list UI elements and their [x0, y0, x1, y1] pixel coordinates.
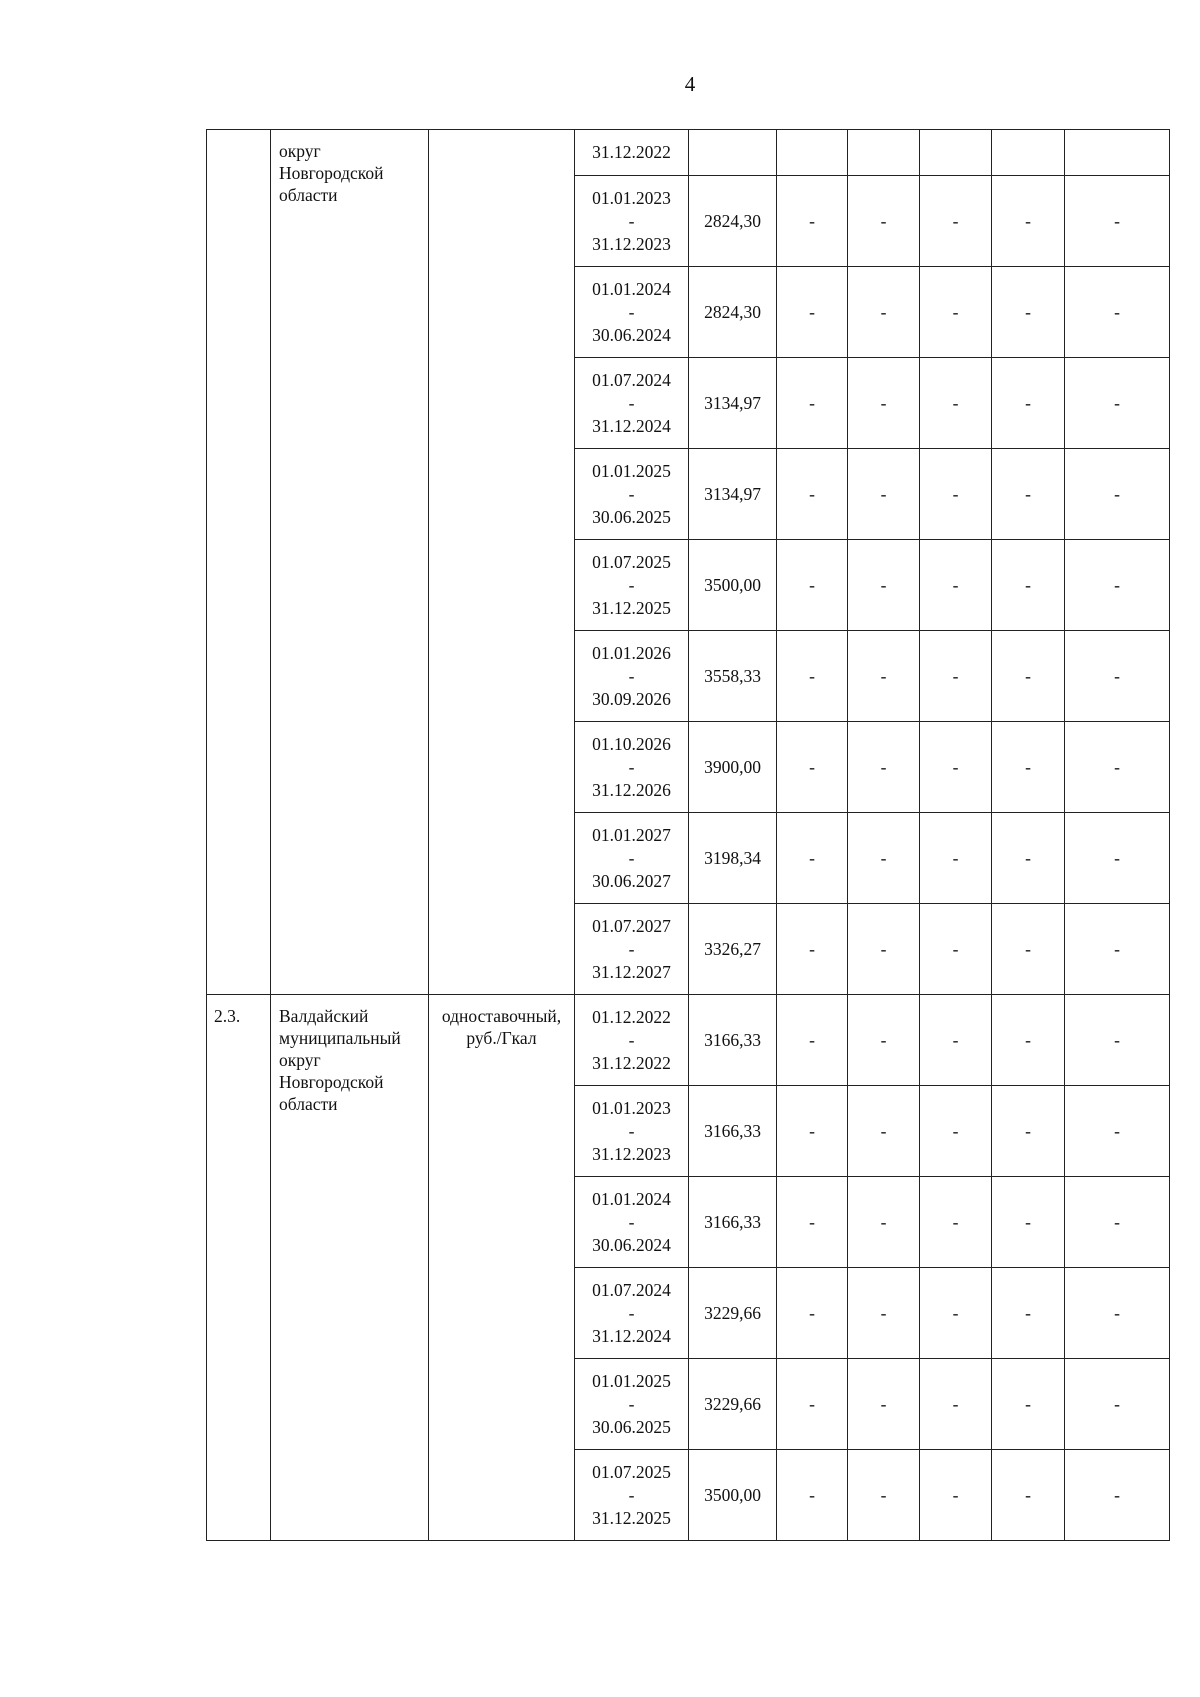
period-separator: - [628, 301, 635, 322]
tariff-value: 3900,00 [689, 722, 777, 813]
tariff-value: 3229,66 [689, 1268, 777, 1359]
empty-value-cell: - [992, 1177, 1065, 1268]
empty-value-cell: - [1065, 1086, 1170, 1177]
empty-value-cell: - [777, 722, 848, 813]
period-cell [575, 358, 689, 449]
empty-value-cell: - [920, 267, 992, 358]
period-cell [575, 904, 689, 995]
empty-value-cell [1065, 130, 1170, 176]
period-start: 01.01.2027 [592, 824, 671, 845]
empty-value-cell: - [992, 631, 1065, 722]
period-separator: - [628, 1120, 635, 1141]
period-cell [575, 130, 689, 176]
period-cell [575, 995, 689, 1086]
period-separator: - [628, 1302, 635, 1323]
table-row [207, 995, 1170, 1086]
period-start: 01.01.2023 [592, 1097, 671, 1118]
period-separator: - [628, 938, 635, 959]
period-cell [575, 176, 689, 267]
empty-value-cell: - [920, 995, 992, 1086]
empty-value-cell: - [920, 540, 992, 631]
table-body [207, 130, 1170, 1541]
period-cell [575, 540, 689, 631]
period-end: 30.06.2027 [592, 870, 671, 891]
empty-value-cell: - [777, 176, 848, 267]
empty-value-cell: - [777, 540, 848, 631]
empty-value-cell: - [920, 358, 992, 449]
period-end: 31.12.2027 [592, 961, 671, 982]
tariff-value: 3166,33 [689, 995, 777, 1086]
tariff-value: 3134,97 [689, 449, 777, 540]
period-cell [575, 1177, 689, 1268]
period-end: 31.12.2024 [592, 415, 671, 436]
empty-value-cell: - [920, 449, 992, 540]
period-end: 30.06.2024 [592, 1234, 671, 1255]
tariff-value: 3229,66 [689, 1359, 777, 1450]
period-cell [575, 1268, 689, 1359]
period-cell [575, 813, 689, 904]
empty-value-cell: - [848, 631, 920, 722]
empty-value-cell: - [777, 1086, 848, 1177]
empty-value-cell: - [777, 358, 848, 449]
period-cell [575, 722, 689, 813]
period-cell [575, 267, 689, 358]
empty-value-cell: - [848, 358, 920, 449]
empty-value-cell: - [1065, 449, 1170, 540]
empty-value-cell: - [992, 1359, 1065, 1450]
period-start: 01.01.2025 [592, 1370, 671, 1391]
tariff-value: 3500,00 [689, 540, 777, 631]
page-number: 4 [684, 72, 696, 96]
empty-value-cell: - [1065, 904, 1170, 995]
empty-value-cell: - [992, 267, 1065, 358]
empty-value-cell: - [920, 1359, 992, 1450]
empty-value-cell: - [920, 1450, 992, 1541]
empty-value-cell: - [848, 540, 920, 631]
period-separator: - [628, 847, 635, 868]
period-start: 01.07.2025 [592, 1461, 671, 1482]
tariff-value [689, 130, 777, 176]
empty-value-cell: - [1065, 358, 1170, 449]
empty-value-cell: - [920, 1177, 992, 1268]
period-end: 30.09.2026 [592, 688, 671, 709]
period-end: 31.12.2024 [592, 1325, 671, 1346]
period-cell [575, 449, 689, 540]
period-separator: - [628, 392, 635, 413]
period-end: 31.12.2025 [592, 1507, 671, 1528]
empty-value-cell: - [992, 1086, 1065, 1177]
period-end: 31.12.2023 [592, 1143, 671, 1164]
empty-value-cell: - [848, 904, 920, 995]
period-end: 31.12.2025 [592, 597, 671, 618]
empty-value-cell: - [1065, 722, 1170, 813]
empty-value-cell: - [992, 358, 1065, 449]
period-separator: - [628, 1393, 635, 1414]
empty-value-cell: - [848, 813, 920, 904]
municipality-name: Валдайский муниципальный округ Новгородской области [271, 995, 429, 1541]
period-cell [575, 1359, 689, 1450]
empty-value-cell: - [1065, 176, 1170, 267]
empty-value-cell: - [1065, 267, 1170, 358]
period-cell [575, 631, 689, 722]
empty-value-cell: - [920, 1086, 992, 1177]
empty-value-cell: - [777, 631, 848, 722]
empty-value-cell [848, 130, 920, 176]
empty-value-cell: - [848, 1177, 920, 1268]
tariff-value: 2824,30 [689, 176, 777, 267]
empty-value-cell: - [920, 1268, 992, 1359]
period-start: 01.01.2025 [592, 460, 671, 481]
table-row [207, 130, 1170, 176]
empty-value-cell: - [1065, 1450, 1170, 1541]
tariff-value: 3326,27 [689, 904, 777, 995]
empty-value-cell: - [777, 1177, 848, 1268]
period-end: 30.06.2025 [592, 506, 671, 527]
period-end: 30.06.2024 [592, 324, 671, 345]
empty-value-cell: - [920, 722, 992, 813]
tariff-value: 3134,97 [689, 358, 777, 449]
empty-value-cell: - [992, 722, 1065, 813]
empty-value-cell: - [777, 995, 848, 1086]
period-start: 01.01.2024 [592, 1188, 671, 1209]
period-separator: - [628, 574, 635, 595]
period-start: 01.10.2026 [592, 733, 671, 754]
period-start: 01.01.2023 [592, 187, 671, 208]
empty-value-cell: - [992, 995, 1065, 1086]
empty-value-cell: - [920, 813, 992, 904]
empty-value-cell: - [848, 995, 920, 1086]
period-end: 31.12.2022 [592, 142, 671, 162]
empty-value-cell: - [992, 176, 1065, 267]
period-separator: - [628, 210, 635, 231]
empty-value-cell [777, 130, 848, 176]
tariff-value: 3558,33 [689, 631, 777, 722]
period-start: 01.12.2022 [592, 1006, 671, 1027]
empty-value-cell: - [992, 813, 1065, 904]
period-start: 01.07.2024 [592, 369, 671, 390]
period-start: 01.07.2027 [592, 915, 671, 936]
empty-value-cell [992, 130, 1065, 176]
empty-value-cell: - [777, 1450, 848, 1541]
period-separator: - [628, 1029, 635, 1050]
period-start: 01.07.2024 [592, 1279, 671, 1300]
empty-value-cell: - [848, 1359, 920, 1450]
period-separator: - [628, 1484, 635, 1505]
empty-value-cell: - [1065, 995, 1170, 1086]
period-separator: - [628, 665, 635, 686]
period-separator: - [628, 756, 635, 777]
empty-value-cell: - [777, 1359, 848, 1450]
period-separator: - [628, 1211, 635, 1232]
empty-value-cell: - [992, 449, 1065, 540]
period-end: 31.12.2023 [592, 233, 671, 254]
empty-value-cell: - [848, 1450, 920, 1541]
empty-value-cell: - [992, 1268, 1065, 1359]
empty-value-cell [920, 130, 992, 176]
empty-value-cell: - [920, 904, 992, 995]
empty-value-cell: - [992, 1450, 1065, 1541]
empty-value-cell: - [1065, 813, 1170, 904]
tariff-value: 3198,34 [689, 813, 777, 904]
item-number [207, 130, 271, 995]
tariff-type: одноставочный, руб./Гкал [429, 995, 575, 1541]
empty-value-cell: - [848, 1086, 920, 1177]
period-start: 01.07.2025 [592, 551, 671, 572]
tariff-table [206, 129, 1170, 1541]
empty-value-cell: - [848, 722, 920, 813]
period-end: 31.12.2026 [592, 779, 671, 800]
tariff-value: 3500,00 [689, 1450, 777, 1541]
period-cell [575, 1450, 689, 1541]
empty-value-cell: - [777, 813, 848, 904]
empty-value-cell: - [777, 267, 848, 358]
empty-value-cell: - [777, 904, 848, 995]
empty-value-cell: - [992, 540, 1065, 631]
empty-value-cell: - [920, 631, 992, 722]
empty-value-cell: - [920, 176, 992, 267]
item-number: 2.3. [207, 995, 271, 1541]
period-cell [575, 1086, 689, 1177]
period-separator: - [628, 483, 635, 504]
empty-value-cell: - [777, 449, 848, 540]
empty-value-cell: - [1065, 1177, 1170, 1268]
empty-value-cell: - [1065, 540, 1170, 631]
tariff-value: 2824,30 [689, 267, 777, 358]
empty-value-cell: - [1065, 1359, 1170, 1450]
period-start: 01.01.2024 [592, 278, 671, 299]
empty-value-cell: - [848, 176, 920, 267]
tariff-value: 3166,33 [689, 1086, 777, 1177]
empty-value-cell: - [848, 449, 920, 540]
tariff-value: 3166,33 [689, 1177, 777, 1268]
empty-value-cell: - [848, 267, 920, 358]
period-end: 30.06.2025 [592, 1416, 671, 1437]
empty-value-cell: - [848, 1268, 920, 1359]
empty-value-cell: - [1065, 631, 1170, 722]
empty-value-cell: - [1065, 1268, 1170, 1359]
period-end: 31.12.2022 [592, 1052, 671, 1073]
empty-value-cell: - [777, 1268, 848, 1359]
period-start: 01.01.2026 [592, 642, 671, 663]
municipality-name: округ Новгородской области [271, 130, 429, 995]
tariff-type [429, 130, 575, 995]
empty-value-cell: - [992, 904, 1065, 995]
